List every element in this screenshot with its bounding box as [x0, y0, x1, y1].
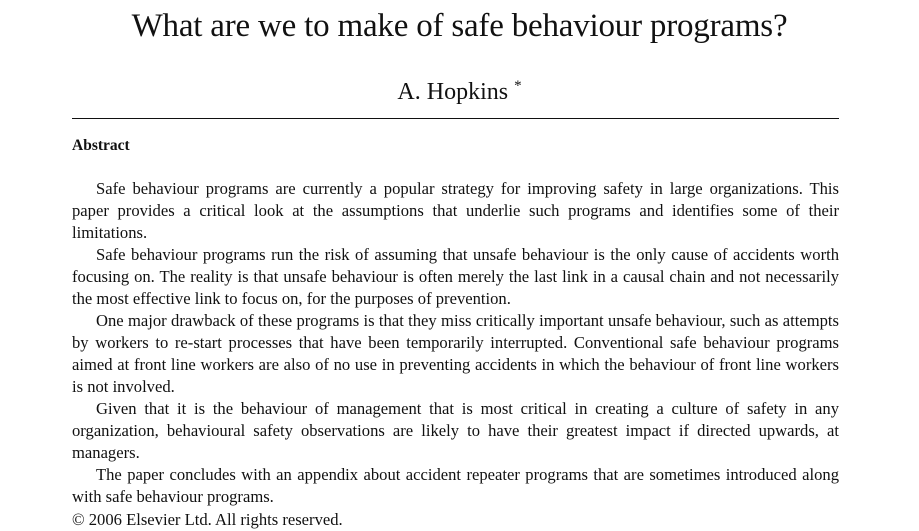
author-footnote-mark[interactable]: * [514, 78, 522, 94]
author-line [0, 71, 919, 107]
paper-title: What are we to make of safe behaviour programs? [131, 8, 788, 44]
abstract-body [72, 178, 839, 508]
abstract-paragraph: Safe behaviour programs run the risk of assuming that unsafe behaviour is the only cause of accidents worth focusing on. The reality is that unsafe behaviour is often merely the last link in a causal chain and not necessarily the most effective link to focus on, for the purposes of prevention. [72, 245, 839, 308]
abstract-paragraph: Safe behaviour programs are currently a popular strategy for improving safety in large organizations. This paper provides a critical look at the assumptions that underlie such programs and identifies some of their limitations. [72, 179, 839, 242]
copyright-notice: © 2006 Elsevier Ltd. All rights reserved. [72, 510, 343, 529]
header-divider [72, 118, 839, 119]
abstract-paragraph: The paper concludes with an appendix about accident repeater programs that are sometimes introduced along with safe behaviour programs. [72, 465, 839, 506]
abstract-heading: Abstract [72, 137, 130, 154]
author-name: A. Hopkins [397, 79, 509, 105]
abstract-paragraph: Given that it is the behaviour of management that is most critical in creating a culture of safety in any organization, behavioural safety observations are likely to have their greatest impact if directed upwards, at managers. [72, 399, 839, 462]
abstract-paragraph: One major drawback of these programs is that they miss critically important unsafe behaviour, such as attempts by workers to re-start processes that have been temporarily interrupted. Conventional safe behaviour programs aimed at front line workers are also of no use in preventing accidents in which the behaviour of front line workers is not involved. [72, 311, 839, 396]
